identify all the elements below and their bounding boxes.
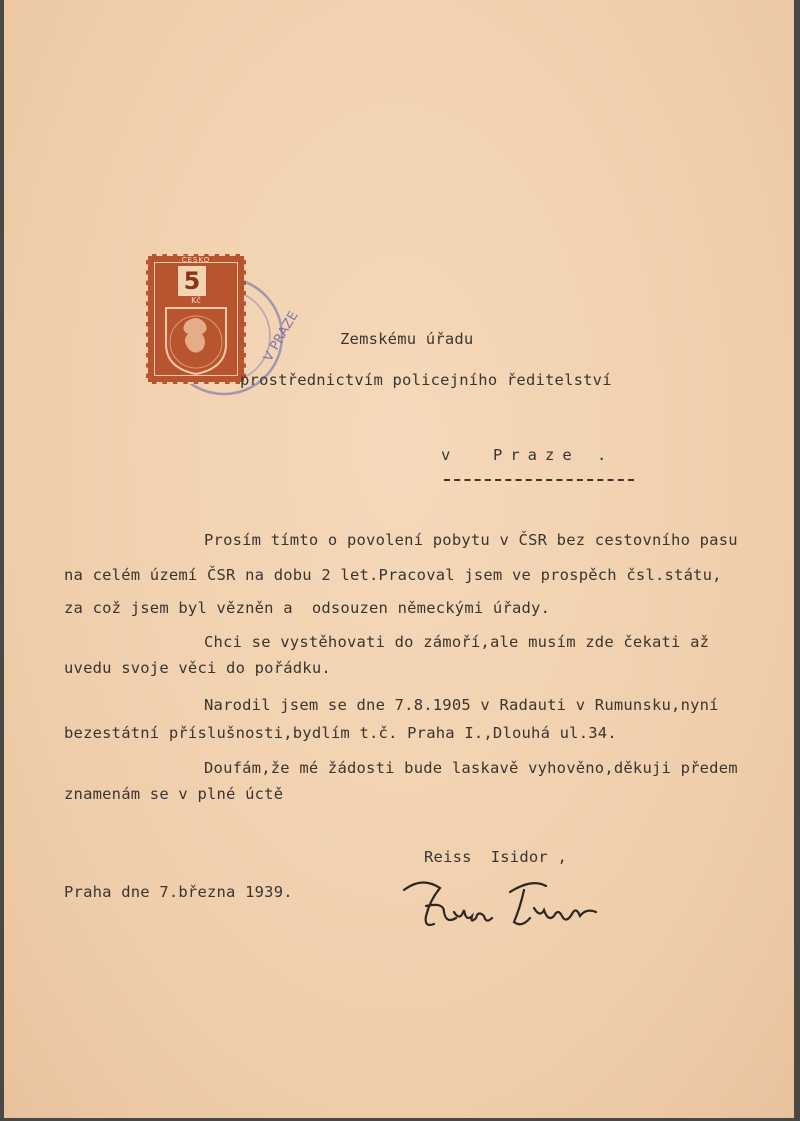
sender-name: Reiss Isidor , xyxy=(424,848,567,866)
revenue-stamp xyxy=(146,254,246,384)
seal-text: V PRAZE xyxy=(260,308,302,365)
stamp-country: ČESKO xyxy=(181,256,211,264)
body-line-8: Doufám,že mé žádosti bude laskavě vyhověno,děkuji předem xyxy=(204,759,738,777)
body-line-2: na celém území ČSR na dobu 2 let.Pracoval jsem ve prospěch čsl.státu, xyxy=(64,566,722,584)
stamp-unit: Kč xyxy=(191,296,201,305)
lion-emblem-icon xyxy=(158,304,234,376)
address-line-2: prostřednictvím policejního ředitelství xyxy=(240,371,612,389)
body-line-9: znamenám se v plné úctě xyxy=(64,785,284,803)
address-line-1: Zemskému úřadu xyxy=(340,330,474,348)
address-line-3: v Praze . xyxy=(441,446,615,464)
address-underline xyxy=(444,479,634,481)
body-line-1: Prosím tímto o povolení pobytu v ČSR bez cestovního pasu xyxy=(204,531,738,549)
body-line-3: za což jsem byl vězněn a odsouzen německými úřady. xyxy=(64,599,551,617)
body-line-5: uvedu svoje věci do pořádku. xyxy=(64,659,331,677)
document-sheet xyxy=(4,0,794,1118)
stamp-value: 5 xyxy=(178,266,206,296)
place-date: Praha dne 7.března 1939. xyxy=(64,883,293,901)
body-line-6: Narodil jsem se dne 7.8.1905 v Radauti v Rumunsku,nyní xyxy=(204,696,719,714)
handwritten-signature xyxy=(400,872,620,942)
body-line-4: Chci se vystěhovati do zámoří,ale musím zde čekati až xyxy=(204,633,710,651)
body-line-7: bezestátní příslušnosti,bydlím t.č. Praha I.,Dlouhá ul.34. xyxy=(64,724,617,742)
